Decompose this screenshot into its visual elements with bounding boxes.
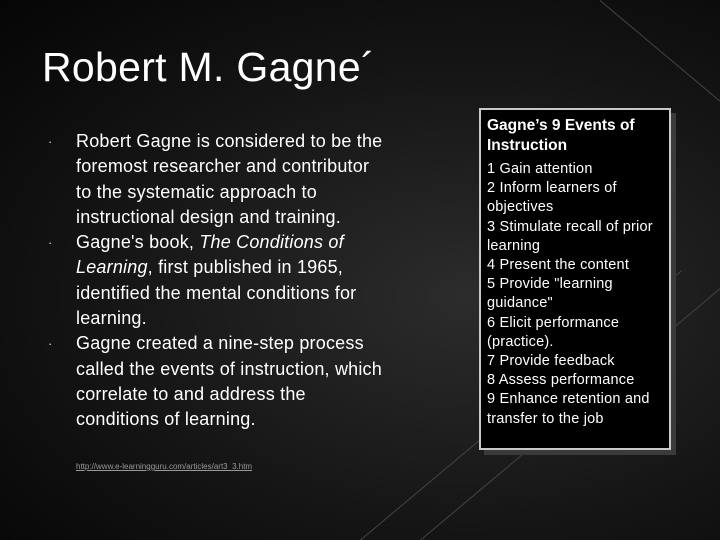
bullet-item xyxy=(48,331,388,432)
bullet-marker: · xyxy=(48,336,53,352)
bullet-text-italic: The Conditions of Learning xyxy=(76,232,344,278)
events-box xyxy=(479,108,671,450)
bullet-item xyxy=(48,129,388,230)
event-item: 4 Present the content xyxy=(487,257,630,274)
bullet-text: Gagne's book, xyxy=(76,232,200,253)
bullet-marker: · xyxy=(48,235,53,251)
event-item: 6 Elicit performance (practice). xyxy=(487,314,620,350)
event-item: 1 Gain attention xyxy=(487,161,593,177)
event-item: 2 Inform learners of objectives xyxy=(487,180,617,216)
event-item: 3 Stimulate recall of prior learning xyxy=(487,218,653,254)
bullet-item xyxy=(48,230,388,331)
slide-title: Robert M. Gagne´ xyxy=(42,44,375,90)
bullet-marker: · xyxy=(48,134,53,149)
bullet-text: Robert Gagne is considered to be the foremost researcher and contributor to the systematic approach to instructional design and training. xyxy=(76,131,383,227)
bullet-list xyxy=(48,129,388,433)
events-list xyxy=(487,160,663,429)
event-item: 8 Assess performance xyxy=(487,372,635,389)
bullet-text: , first published in 1965, identified the mental conditions for learning. xyxy=(76,257,357,329)
bullet-text: Gagne created a nine-step process called the events of instruction, which correlate to and address the conditions of learning. xyxy=(76,333,382,430)
source-link[interactable]: http://www.e-learningguru.com/articles/art3_3.htm xyxy=(76,462,253,471)
events-heading: Gagne’s 9 Events of Instruction xyxy=(487,117,635,154)
event-item: 7 Provide feedback xyxy=(487,353,615,370)
event-item: 9 Enhance retention and transfer to the job xyxy=(487,391,650,427)
event-item: 5 Provide "learning guidance" xyxy=(487,276,613,312)
